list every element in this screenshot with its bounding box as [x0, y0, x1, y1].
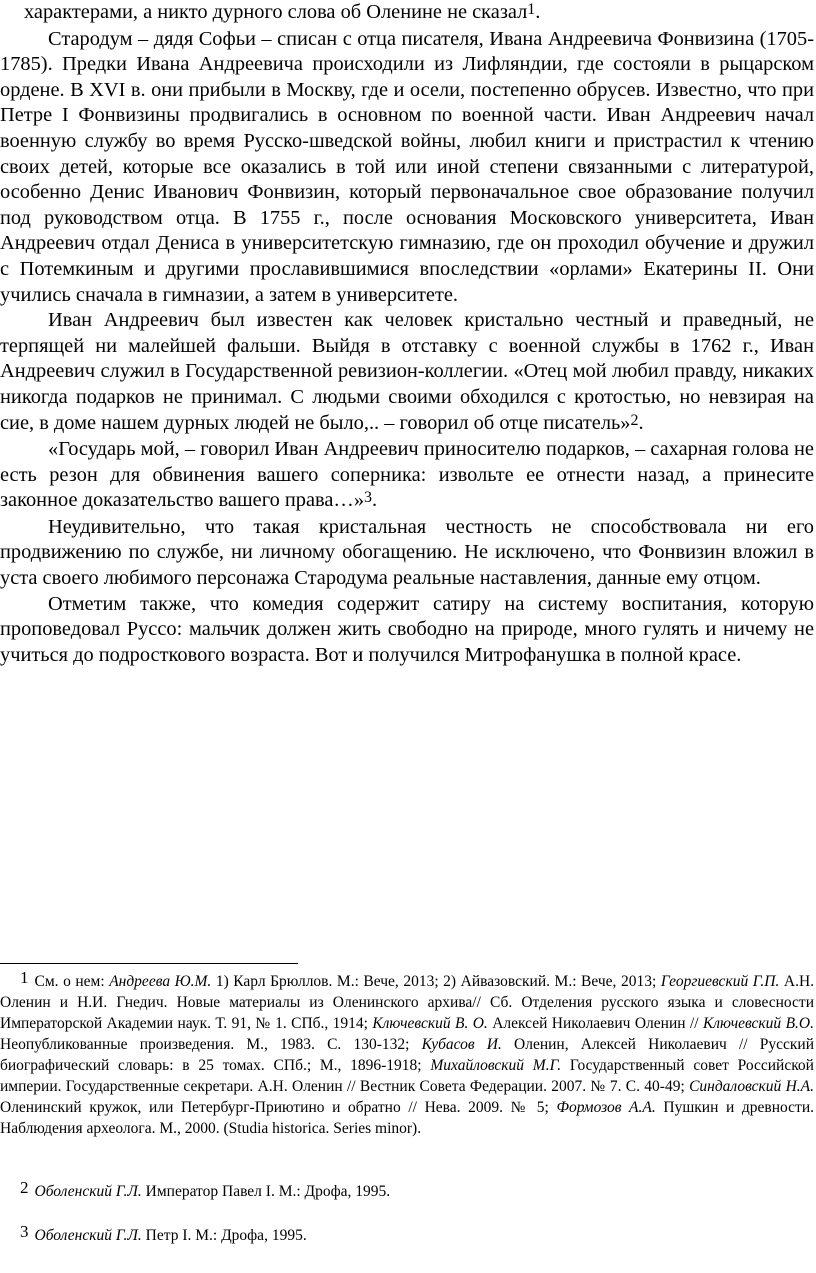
- footnote-author: Михайловский М.Г.: [430, 1057, 562, 1074]
- footnote-author: Оболенский Г.Л.: [34, 1227, 142, 1244]
- footnote-reference[interactable]: 1: [527, 1, 536, 18]
- footnote-mark: 2: [20, 1178, 29, 1197]
- paragraph-tail: .: [372, 489, 378, 512]
- footnotes: [0, 968, 815, 1244]
- footnote-reference[interactable]: 2: [630, 411, 639, 429]
- footnote-author: Кубасов И.: [421, 1036, 502, 1053]
- footnote-separator: [0, 963, 298, 964]
- footnote-author: Оболенский Г.Л.: [34, 1183, 142, 1200]
- footnote-text: 1) Карл Брюллов. М.: Вече, 2013; 2) Айвазовский. М.: Вече, 2013;: [211, 973, 661, 990]
- footnote-reference[interactable]: 3: [364, 489, 373, 507]
- footnote-author: Ключевский В. О.: [372, 1015, 488, 1032]
- paragraph-continuation: [0, 0, 814, 27]
- footnote-author: Синдаловский Н.А.: [689, 1078, 814, 1095]
- footnote-text: А.Н. Оленин и Н.И. Гнедич. Новые материалы из Оленинского архива// Сб. Отделения русского языка и словесности Императорской Академии наук. Т. 91, № 1. СПб., 1914;: [0, 973, 815, 1032]
- footnote-text: Оленинский кружок, или Петербург-Приютино и обратно // Нева. 2009. № 5;: [0, 1099, 557, 1116]
- footnote-author: Георгиевский Г.П.: [660, 973, 780, 990]
- footnote-3: [20, 1224, 307, 1246]
- footnote-text: Пушкин и древности. Наблюдения археолога. М., 2000. (Studia historica. Series minor).: [0, 1099, 814, 1137]
- footnote-author: Ключевский В.О.: [702, 1015, 814, 1032]
- footnote-text: Неопубликованные произведения. М., 1983. С. 130-132;: [0, 1036, 422, 1053]
- paragraph-text: Неудивительно, что такая кристальная честность не способствовала ни его продвижению по службе, ни личному обогащению. Не исключено, что Фонвизин вложил в уста своего любимого персонажа Стародума реальные наставления, данные ему отцом.: [0, 515, 814, 590]
- footnote-2: [20, 1180, 390, 1202]
- footnote-text: Оленин, Алексей Николаевич // Русский биографический словарь: в 25 томах. СПб.; М., 1896-1918;: [0, 1036, 814, 1074]
- paragraph-starodum: [0, 27, 814, 309]
- paragraph-quote: [0, 437, 814, 515]
- paragraph-text: характерами, а никто дурного слова об Оленине не сказал: [24, 1, 528, 23]
- footnote-text: Государственный совет Российской империи. Государственные секретари. А.Н. Оленин // Вестник Совета Федерации. 2007. № 7. С. 40-49;: [0, 1057, 814, 1095]
- footnote-1: [0, 970, 814, 1139]
- paragraph-rousseau: [0, 592, 814, 669]
- paragraph-ivan-andreevich: [0, 308, 814, 437]
- paragraph-tail: .: [535, 1, 541, 23]
- footnote-author: Формозов А.А.: [556, 1099, 656, 1116]
- paragraph-text: Стародум – дядя Софьи – списан с отца писателя, Ивана Андреевича Фонвизина (1705-1785). Предки Ивана Андреевича происходили из Лифляндии, где состояли в рыцарском ордене. В XVI в. они прибыли в Москву, где и осели, постепенно обрусев. Известно, что при Петре I Фонвизины продвигались в основном по военной части. Иван Андреевич начал военную службу во время Русско-шведской войны, любил книги и пристрастил к чтению своих детей, которые все оказались в той или иной степени связанными с литературой, особенно Денис Иванович Фонвизин, который первоначальное свое образование получил под руководством отца. В 1755 г., после основания Московского университета, Иван Андреевич отдал Дениса в университетскую гимназию, где он проходил обучение и дружил с Потемкиным и другими прославившимися впоследствии «орлами» Екатерины II. Они учились сначала в гимназии, а затем в университете.: [0, 27, 814, 306]
- footnote-text: Петр I. М.: Дрофа, 1995.: [141, 1227, 307, 1244]
- paragraph-text: Отметим также, что комедия содержит сатиру на систему воспитания, которую проповедовал Руссо: мальчик должен жить свободно на природе, много гулять и ничему не учиться до подросткового возраста. Вот и получился Митрофанушка в полной красе.: [0, 592, 814, 666]
- footnote-mark: 3: [20, 1222, 29, 1241]
- footnote-text: См. о нем:: [34, 973, 110, 990]
- paragraph-text: «Государь мой, – говорил Иван Андреевич приносителю подарков, – сахарная голова не есть резон для обвинения вашего соперника: извольте ее отнести назад, а принесите законное доказательство вашего права…»: [0, 438, 814, 512]
- footnote-text: Император Павел I. М.: Дрофа, 1995.: [141, 1183, 391, 1200]
- footnote-author: Андреева Ю.М.: [109, 973, 212, 990]
- paragraph-tail: .: [638, 411, 644, 434]
- paragraph-honesty: [0, 515, 814, 592]
- footnote-text: Алексей Николаевич Оленин //: [487, 1015, 703, 1032]
- paragraph-text: Иван Андреевич был известен как человек кристально честный и праведный, не терпящей ни малейшей фальши. Выйдя в отставку с военной службы в 1762 г., Иван Андреевич служил в Государственной ревизион-коллегии. «Отец мой любил правду, никаких никогда подарков не принимал. С людьми своими обходился с кротостью, но невзирая на сие, в доме нашем дурных людей не было,.. – говорил об отце писатель»: [0, 309, 814, 434]
- footnote-mark: 1: [20, 968, 29, 987]
